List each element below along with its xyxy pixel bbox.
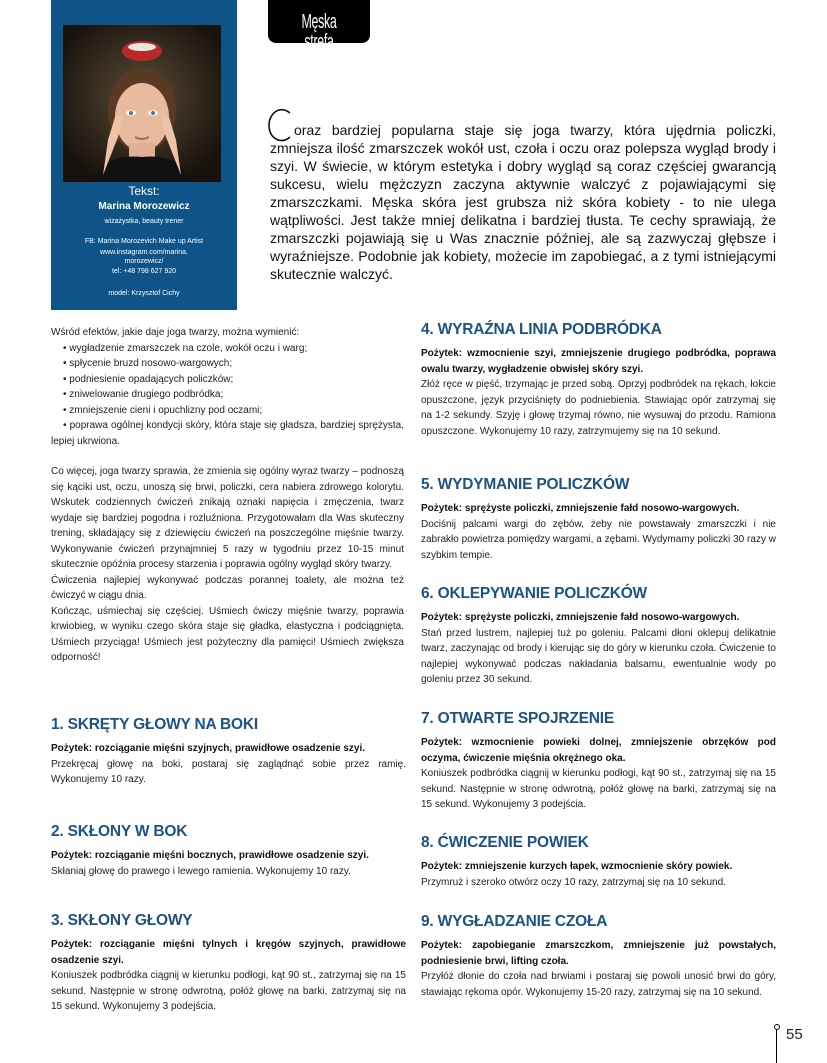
author-facebook[interactable]: FB: Marina Morozevich Make up Artist: [84, 238, 204, 245]
exercise-description: Złóż ręce w pięść, trzymając je przed sobą. Oprzyj podbródek na rękach, łokcie opuszczone, język przyciśnięty do podniebienia. Stawiając opór zatrzymaj się na 1-2 sekundy. Szyję i głowę trzymaj równo, nie wysuwaj do przodu. Ramiona opuszczone. Wykonujemy 10 razy, zatrzymujemy się na 10 sekund.: [421, 379, 776, 437]
effects-list: [51, 341, 404, 450]
exercise-description: Stań przed lustrem, najlepiej tuż po goleniu. Palcami dłoni oklepuj delikatnie twarz, zaczynając od brody i kierując się do góry w kierunku czoła. Ćwiczenie to najlepiej wykonywać podczas nakładania balsamu, ewentualnie wody po goleniu przez 30 sekund.: [421, 627, 776, 685]
effect-item: • zniwelowanie drugiego podbródka;: [51, 387, 404, 403]
section-tab-label: Męska strefa: [301, 11, 337, 53]
model-credit: model: Krzysztof Cichy: [108, 290, 180, 297]
effects-intro: Wśród efektów, jakie daje joga twarzy, można wymienić:: [51, 327, 300, 338]
exercise-description: Przekręcaj głowę na boki, postaraj się zaglądnąć sobie przez ramię. Wykonujemy 10 razy.: [51, 758, 406, 785]
effect-item: • zmniejszenie cieni i opuchlizny pod oczami;: [51, 403, 404, 419]
exercise-2: [51, 822, 406, 879]
exercise-benefit: Pożytek: sprężyste policzki, zmniejszenie fałd nosowo-wargowych.: [421, 612, 740, 623]
author-role: wizażystka, beauty trener: [104, 218, 184, 225]
body-paragraph: Co więcej, joga twarzy sprawia, że zmienia się ogólny wyraz twarzy – podnoszą się kąciki ust, oczu, unoszą się brwi, policzki, cera nabiera zdrowego kolorytu. Wskutek codziennych ćwiczeń znikają oznaki napięcia i zmęczenia, twarz wydaje się bardziej pogodna i rozluźniona. Przygotowałam dla Was skuteczny trening, składający się z dziewięciu ćwiczeń na poszczególne mięśnie twarzy. Wykonywanie ćwiczeń przynajmniej 5 razy w tygodniu przez 10-15 minut skutecznie opóźnia procesy starzenia i poprawia ogólny wygląd skóry twarzy.: [51, 466, 404, 570]
exercise-benefit: Pożytek: rozciąganie mięśni tylnych i kręgów szyjnych, prawidłowe osadzenie szyi.: [51, 939, 406, 966]
author-card: [51, 0, 237, 310]
exercise-benefit: Pożytek: zmniejszenie kurzych łapek, wzmocnienie skóry powiek.: [421, 861, 733, 872]
exercise-3: [51, 911, 406, 1015]
effect-item: • wygładzenie zmarszczek na czole, wokół oczu i warg;: [51, 341, 404, 357]
body-paragraph: Ćwiczenia najlepiej wykonywać podczas porannej toalety, ale można też ćwiczyć w ciągu dnia.: [51, 574, 404, 601]
author-photo: [63, 25, 221, 182]
exercise-1: [51, 715, 406, 788]
exercise-description: Przyłóż dłonie do czoła nad brwiami i postaraj się powoli unosić brwi do góry, stawiając rękoma opór. Wykonujemy 15-20 razy, zatrzymaj się na 10 sekund.: [421, 971, 776, 998]
author-label: Tekst:: [128, 184, 160, 198]
exercise-description: Koniuszek podbródka ciągnij w kierunku podłogi, kąt 90 st., zatrzymaj się na 15 sekund. Następnie w stronę odwrotną, połóż głowę na barki, zatrzymaj się na 15 sekund. Wykonujemy 3 podejścia.: [51, 970, 406, 1012]
exercise-benefit: Pożytek: rozciąganie mięśni szyjnych, prawidłowe osadzenie szyi.: [51, 743, 365, 754]
effect-item: • podniesienie opadających policzków;: [51, 372, 404, 388]
exercise-benefit: Pożytek: zapobieganie zmarszczkom, zmniejszenie już powstałych, podniesienie brwi, lifting czoła.: [421, 940, 776, 967]
page-number-rule: [776, 1026, 777, 1063]
exercise-title: 4. WYRAŹNA LINIA PODBRÓDKA: [421, 321, 662, 338]
exercise-title: 3. SKŁONY GŁOWY: [51, 912, 193, 929]
article-body: [51, 325, 404, 666]
portrait-illustration: [63, 25, 221, 182]
intro-paragraph: [270, 121, 776, 283]
exercise-title: 7. OTWARTE SPOJRZENIE: [421, 710, 615, 727]
page-number: 55: [786, 1026, 803, 1043]
exercise-description: Dociśnij palcami wargi do zębów, żeby nie powstawały zmarszczki i nie zabrakło powietrza pomiędzy wargami, a zębami. Wydymamy policzki 30 razy w szybkim tempie.: [421, 518, 776, 561]
exercise-6: [421, 584, 776, 688]
exercise-description: Przymruż i szeroko otwórz oczy 10 razy, zatrzymaj się na 10 sekund.: [421, 876, 726, 888]
exercise-title: 1. SKRĘTY GŁOWY NA BOKI: [51, 716, 258, 733]
exercise-description: Skłaniaj głowę do prawego i lewego ramienia. Wykonujemy 10 razy.: [51, 865, 351, 877]
author-instagram[interactable]: www.instagram.com/marina. morozewicz/: [100, 249, 188, 265]
body-paragraph: Kończąc, uśmiechaj się częściej. Uśmiech ćwiczy mięśnie twarzy, poprawia krwiobieg, w wyniku czego skóra staje się gładka, elastyczna i podciągnięta. Uśmiech przyciąga! Uśmiech jest pożyteczny dla pamięci! Uśmiech zwiększa odporność!: [51, 605, 404, 663]
author-phone: tel: +48 798 627 920: [111, 268, 177, 275]
exercise-benefit: Pożytek: sprężyste policzki, zmniejszenie fałd nosowo-wargowych.: [421, 503, 740, 514]
exercise-benefit: Pożytek: wzmocnienie powieki dolnej, zmniejszenie obrzęków pod oczyma, ćwiczenie mięśnia okrężnego oka.: [421, 737, 776, 764]
effect-item: • spłycenie bruzd nosowo-wargowych;: [51, 356, 404, 372]
intro-text: oraz bardziej popularna staje się joga twarzy, która ujędrnia policzki, zmniejsza ilość zmarszczek wokół ust, czoła i oczu oraz polepsza wygląd brody i szyi. W świecie, w którym estetyka i dobry wygląd są coraz częściej gwarancją sukcesu, wielu mężczyzn zaczyna aktywnie walczyć z pojawiającymi się zmarszczkami. Męska skóra jest grubsza niż skóra kobiety - to nie ulega wątpliwości. Jest także mniej delikatna i bardziej tłusta. Te cechy sprawiają, że zmarszczki pojawiają się u Was znacznie później, ale są zazwyczaj głębsze i wyraźniejsze. Podobnie jak kobiety, możecie im zapobiegać, a z tymi istniejącymi skutecznie walczyć.: [270, 122, 776, 282]
exercise-title: 2. SKŁONY W BOK: [51, 823, 188, 840]
exercise-9: [421, 912, 776, 1000]
exercise-8: [421, 833, 776, 890]
exercise-benefit: Pożytek: wzmocnienie szyi, zmniejszenie drugiego podbródka, poprawa owalu twarzy, wygładzenie obwisłej skóry szyi.: [421, 348, 776, 375]
exercise-7: [421, 709, 776, 813]
exercise-5: [421, 475, 776, 563]
exercise-benefit: Pożytek: rozciąganie mięśni bocznych, prawidłowe osadzenie szyi.: [51, 850, 369, 861]
exercise-title: 8. ĆWICZENIE POWIEK: [421, 834, 589, 851]
exercise-title: 5. WYDYMANIE POLICZKÓW: [421, 476, 630, 493]
exercise-title: 9. WYGŁADZANIE CZOŁA: [421, 913, 608, 930]
exercise-description: Koniuszek podbródka ciągnij w kierunku podłogi, kąt 90 st., zatrzymaj się na 15 sekund. Następnie w stronę odwrotną, połóż głowę na barki, zatrzymaj się na 15 sekund. Wykonujemy 3 podejścia.: [421, 768, 776, 810]
page-number-dot: [774, 1024, 780, 1030]
exercise-title: 6. OKLEPYWANIE POLICZKÓW: [421, 585, 647, 602]
exercise-4: [421, 320, 776, 439]
section-tab: [268, 0, 370, 53]
effect-item: • poprawa ogólnej kondycji skóry, która staje się gładsza, bardziej sprężysta, lepiej ukrwiona.: [51, 418, 404, 449]
author-name: Marina Morozewicz: [98, 201, 190, 212]
